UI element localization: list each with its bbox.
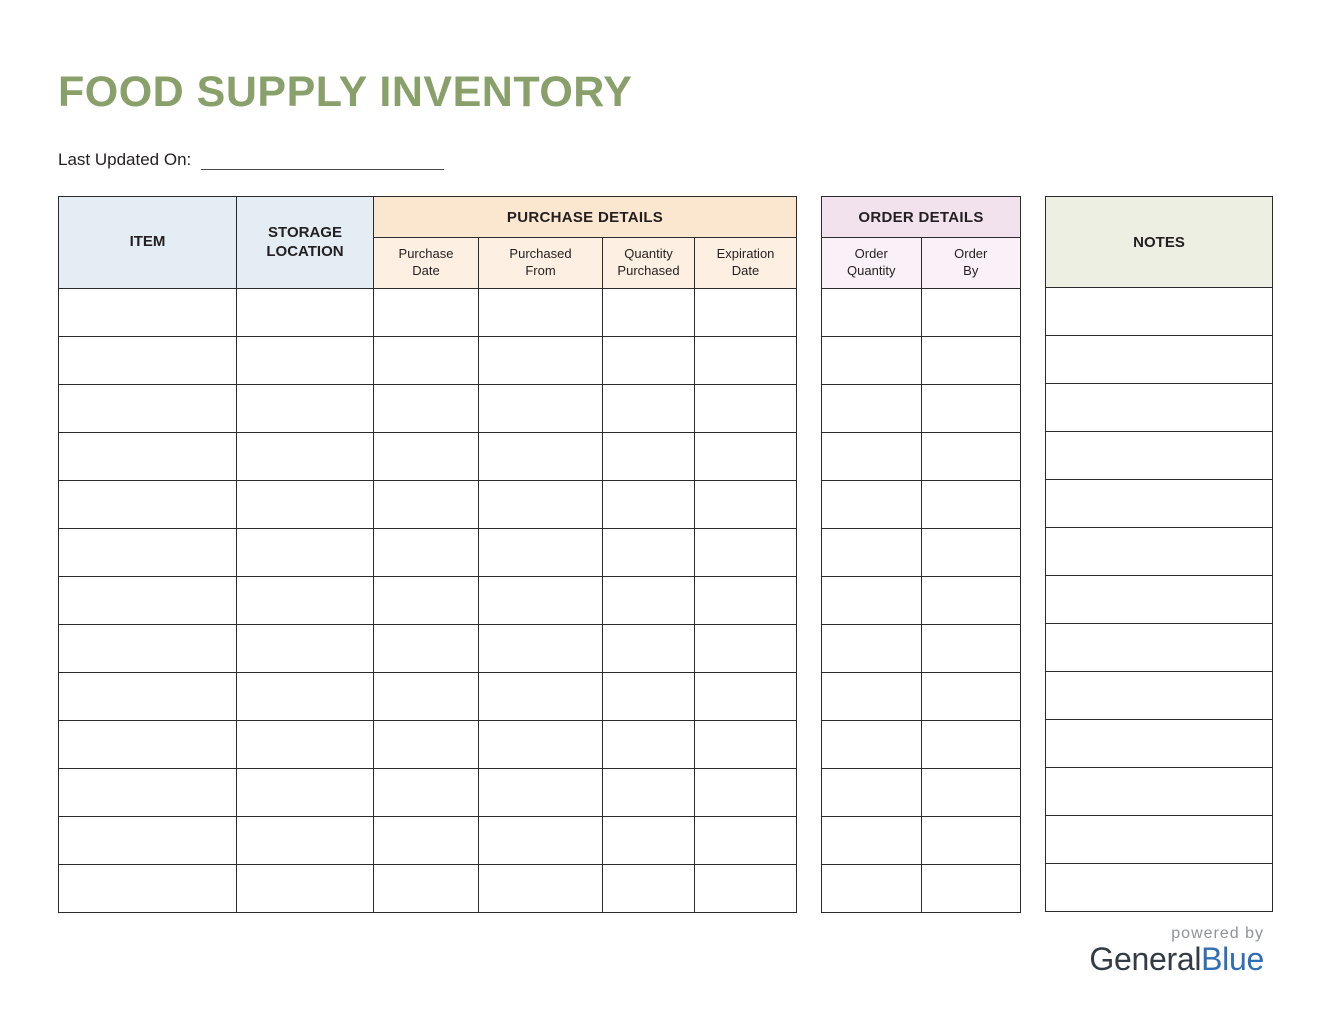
cell-purchased-from[interactable]: [479, 721, 603, 769]
page-title: FOOD SUPPLY INVENTORY: [58, 68, 633, 116]
table-header-row-1: [59, 197, 797, 238]
purchased-from-line-1: Purchased: [509, 246, 572, 262]
table-row: [1046, 384, 1273, 432]
cell-quantity-purchased[interactable]: [603, 577, 695, 625]
cell-order-quantity[interactable]: [822, 625, 921, 673]
cell-item[interactable]: [59, 529, 237, 577]
table-row: [1046, 528, 1273, 576]
cell-purchase-date[interactable]: [374, 337, 479, 385]
notes-table-body: [1046, 288, 1273, 912]
cell-order-by[interactable]: [921, 289, 1021, 337]
cell-storage-location[interactable]: [237, 433, 374, 481]
cell-storage-location[interactable]: [237, 625, 374, 673]
table-row: [822, 721, 1021, 769]
cell-expiration-date[interactable]: [695, 481, 797, 529]
quantity-purchased-line-2: Purchased: [617, 263, 680, 278]
column-header-order-quantity: [822, 238, 921, 289]
cell-purchased-from[interactable]: [479, 385, 603, 433]
cell-purchase-date[interactable]: [374, 481, 479, 529]
table-row: [822, 865, 1021, 913]
cell-quantity-purchased[interactable]: [603, 529, 695, 577]
cell-order-quantity[interactable]: [822, 673, 921, 721]
storage-location-line-2: LOCATION: [266, 242, 344, 260]
cell-expiration-date[interactable]: [695, 865, 797, 913]
table-row: [59, 721, 797, 769]
cell-order-by[interactable]: [921, 481, 1021, 529]
table-row: [1046, 672, 1273, 720]
cell-expiration-date[interactable]: [695, 625, 797, 673]
cell-purchased-from[interactable]: [479, 289, 603, 337]
cell-storage-location[interactable]: [237, 721, 374, 769]
table-row: [1046, 336, 1273, 384]
last-updated-row: [58, 150, 444, 170]
storage-location-line-1: STORAGE: [268, 223, 342, 241]
table-row: [59, 385, 797, 433]
cell-notes[interactable]: [1046, 816, 1273, 864]
generalblue-logo: [1089, 941, 1264, 978]
cell-notes[interactable]: [1046, 624, 1273, 672]
cell-order-by[interactable]: [921, 625, 1021, 673]
cell-quantity-purchased[interactable]: [603, 817, 695, 865]
cell-storage-location[interactable]: [237, 481, 374, 529]
table-row: [1046, 816, 1273, 864]
cell-item[interactable]: [59, 721, 237, 769]
cell-storage-location[interactable]: [237, 865, 374, 913]
table-row: [822, 481, 1021, 529]
purchase-date-line-2: Date: [412, 263, 440, 278]
cell-item[interactable]: [59, 385, 237, 433]
cell-expiration-date[interactable]: [695, 289, 797, 337]
cell-notes[interactable]: [1046, 528, 1273, 576]
group-header-purchase-details: PURCHASE DETAILS: [374, 197, 797, 238]
notes-header-row: [1046, 197, 1273, 288]
table-row: [59, 817, 797, 865]
tables-container: [58, 196, 1273, 913]
last-updated-input[interactable]: [201, 150, 444, 170]
table-row: [822, 337, 1021, 385]
table-row: [59, 625, 797, 673]
cell-notes[interactable]: [1046, 864, 1273, 912]
table-row: [59, 481, 797, 529]
table-row: [1046, 768, 1273, 816]
quantity-purchased-line-1: Quantity: [624, 246, 673, 262]
column-header-purchase-date: [374, 238, 479, 289]
inventory-table: [58, 196, 797, 913]
order-by-line-2: By: [963, 263, 979, 278]
cell-quantity-purchased[interactable]: [603, 337, 695, 385]
table-row: [1046, 576, 1273, 624]
cell-purchase-date[interactable]: [374, 385, 479, 433]
cell-order-quantity[interactable]: [822, 529, 921, 577]
cell-storage-location[interactable]: [237, 337, 374, 385]
table-row: [1046, 864, 1273, 912]
cell-order-by[interactable]: [921, 817, 1021, 865]
cell-purchase-date[interactable]: [374, 433, 479, 481]
table-row: [59, 433, 797, 481]
order-details-table: [821, 196, 1021, 913]
purchase-date-line-1: Purchase: [398, 246, 454, 262]
cell-notes[interactable]: [1046, 336, 1273, 384]
last-updated-label: Last Updated On:: [58, 150, 192, 169]
table-row: [59, 769, 797, 817]
cell-expiration-date[interactable]: [695, 433, 797, 481]
cell-expiration-date[interactable]: [695, 817, 797, 865]
cell-purchased-from[interactable]: [479, 817, 603, 865]
table-row: [822, 817, 1021, 865]
cell-item[interactable]: [59, 865, 237, 913]
cell-item[interactable]: [59, 817, 237, 865]
cell-order-by[interactable]: [921, 673, 1021, 721]
table-row: [822, 769, 1021, 817]
order-quantity-line-2: Quantity: [847, 263, 896, 278]
cell-purchase-date[interactable]: [374, 673, 479, 721]
notes-table: [1045, 196, 1273, 912]
order-header-row-2: [822, 238, 1021, 289]
expiration-date-line-2: Date: [731, 263, 760, 278]
table-row: [1046, 624, 1273, 672]
cell-item[interactable]: [59, 625, 237, 673]
table-row: [822, 577, 1021, 625]
table-row: [822, 433, 1021, 481]
cell-order-quantity[interactable]: [822, 481, 921, 529]
cell-quantity-purchased[interactable]: [603, 481, 695, 529]
cell-order-quantity[interactable]: [822, 337, 921, 385]
brand-name-second: Blue: [1201, 941, 1264, 977]
cell-expiration-date[interactable]: [695, 337, 797, 385]
cell-quantity-purchased[interactable]: [603, 721, 695, 769]
cell-purchase-date[interactable]: [374, 865, 479, 913]
table-row: [59, 337, 797, 385]
cell-notes[interactable]: [1046, 480, 1273, 528]
order-header-row-1: [822, 197, 1021, 238]
cell-item[interactable]: [59, 289, 237, 337]
cell-purchase-date[interactable]: [374, 625, 479, 673]
column-header-order-by: [921, 238, 1021, 289]
cell-quantity-purchased[interactable]: [603, 769, 695, 817]
table-row: [1046, 432, 1273, 480]
table-row: [822, 529, 1021, 577]
cell-purchased-from[interactable]: [479, 625, 603, 673]
cell-purchased-from[interactable]: [479, 865, 603, 913]
cell-purchase-date[interactable]: [374, 529, 479, 577]
cell-expiration-date[interactable]: [695, 721, 797, 769]
cell-order-quantity[interactable]: [822, 817, 921, 865]
table-row: [59, 865, 797, 913]
order-by-line-1: Order: [954, 246, 988, 262]
cell-order-quantity[interactable]: [822, 577, 921, 625]
footer-branding: [1089, 925, 1264, 978]
cell-order-by[interactable]: [921, 433, 1021, 481]
order-quantity-line-1: Order: [854, 246, 888, 262]
table-row: [59, 577, 797, 625]
cell-quantity-purchased[interactable]: [603, 385, 695, 433]
cell-purchased-from[interactable]: [479, 529, 603, 577]
cell-order-by[interactable]: [921, 385, 1021, 433]
column-header-purchased-from: [479, 238, 603, 289]
cell-purchase-date[interactable]: [374, 721, 479, 769]
cell-order-quantity[interactable]: [822, 721, 921, 769]
cell-purchased-from[interactable]: [479, 673, 603, 721]
cell-order-by[interactable]: [921, 769, 1021, 817]
cell-storage-location[interactable]: [237, 673, 374, 721]
cell-expiration-date[interactable]: [695, 577, 797, 625]
table-row: [822, 289, 1021, 337]
table-row: [59, 529, 797, 577]
column-header-storage-location: [237, 197, 374, 289]
cell-purchased-from[interactable]: [479, 577, 603, 625]
cell-item[interactable]: [59, 337, 237, 385]
cell-expiration-date[interactable]: [695, 769, 797, 817]
cell-purchase-date[interactable]: [374, 769, 479, 817]
cell-item[interactable]: [59, 577, 237, 625]
cell-notes[interactable]: [1046, 384, 1273, 432]
cell-purchased-from[interactable]: [479, 481, 603, 529]
cell-storage-location[interactable]: [237, 817, 374, 865]
column-header-quantity-purchased: [603, 238, 695, 289]
cell-purchase-date[interactable]: [374, 289, 479, 337]
cell-quantity-purchased[interactable]: [603, 289, 695, 337]
cell-order-quantity[interactable]: [822, 385, 921, 433]
expiration-date-line-1: Expiration: [716, 246, 775, 262]
cell-storage-location[interactable]: [237, 289, 374, 337]
order-details-table-body: [822, 289, 1021, 913]
table-row: [59, 289, 797, 337]
group-header-order-details: ORDER DETAILS: [822, 197, 1021, 238]
column-header-notes: NOTES: [1046, 197, 1273, 288]
cell-expiration-date[interactable]: [695, 673, 797, 721]
cell-notes[interactable]: [1046, 432, 1273, 480]
table-row: [1046, 480, 1273, 528]
cell-notes[interactable]: [1046, 672, 1273, 720]
cell-order-by[interactable]: [921, 529, 1021, 577]
cell-purchased-from[interactable]: [479, 337, 603, 385]
column-header-item: ITEM: [59, 197, 237, 289]
cell-notes[interactable]: [1046, 768, 1273, 816]
cell-quantity-purchased[interactable]: [603, 673, 695, 721]
cell-expiration-date[interactable]: [695, 529, 797, 577]
cell-item[interactable]: [59, 433, 237, 481]
cell-storage-location[interactable]: [237, 385, 374, 433]
cell-notes[interactable]: [1046, 576, 1273, 624]
cell-notes[interactable]: [1046, 288, 1273, 336]
purchased-from-line-2: From: [525, 263, 556, 278]
table-row: [59, 673, 797, 721]
cell-order-quantity[interactable]: [822, 769, 921, 817]
cell-quantity-purchased[interactable]: [603, 625, 695, 673]
table-row: [1046, 288, 1273, 336]
cell-order-quantity[interactable]: [822, 289, 921, 337]
cell-order-quantity[interactable]: [822, 865, 921, 913]
table-row: [822, 385, 1021, 433]
cell-purchase-date[interactable]: [374, 577, 479, 625]
column-header-expiration-date: [695, 238, 797, 289]
cell-purchased-from[interactable]: [479, 769, 603, 817]
table-row: [822, 625, 1021, 673]
table-row: [1046, 720, 1273, 768]
cell-order-by[interactable]: [921, 337, 1021, 385]
cell-storage-location[interactable]: [237, 529, 374, 577]
cell-order-by[interactable]: [921, 721, 1021, 769]
cell-order-quantity[interactable]: [822, 433, 921, 481]
inventory-table-body: [59, 289, 797, 913]
cell-purchased-from[interactable]: [479, 433, 603, 481]
cell-expiration-date[interactable]: [695, 385, 797, 433]
brand-name-first: General: [1089, 941, 1202, 977]
cell-quantity-purchased[interactable]: [603, 865, 695, 913]
cell-quantity-purchased[interactable]: [603, 433, 695, 481]
cell-notes[interactable]: [1046, 720, 1273, 768]
cell-order-by[interactable]: [921, 865, 1021, 913]
cell-item[interactable]: [59, 769, 237, 817]
cell-storage-location[interactable]: [237, 577, 374, 625]
cell-storage-location[interactable]: [237, 769, 374, 817]
powered-by-label: powered by: [1171, 925, 1264, 942]
cell-item[interactable]: [59, 673, 237, 721]
cell-order-by[interactable]: [921, 577, 1021, 625]
cell-item[interactable]: [59, 481, 237, 529]
table-row: [822, 673, 1021, 721]
cell-purchase-date[interactable]: [374, 817, 479, 865]
